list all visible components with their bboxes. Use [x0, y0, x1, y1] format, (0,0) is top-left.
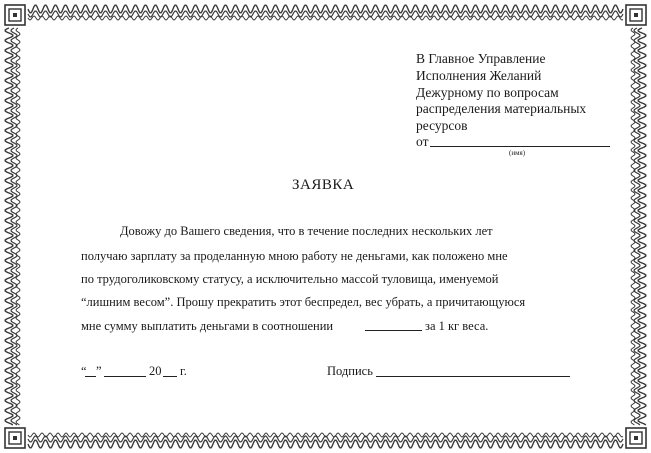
- body-line: “лишним весом”. Прошу прекратить этот беспредел, вес убрать, а причитающуюся: [81, 295, 526, 309]
- from-label: от: [416, 134, 429, 149]
- address-line: Исполнения Желаний: [416, 68, 542, 83]
- ratio-field-line[interactable]: [365, 330, 422, 331]
- border-wave-strand: [631, 28, 635, 425]
- border-wave-strand: [28, 433, 623, 437]
- date-open-quote: “: [81, 364, 87, 378]
- signature-label: Подпись: [327, 364, 373, 378]
- body-line: получаю зарплату за проделанную мною работу не деньгами, как положено мне: [81, 249, 508, 263]
- month-field-line[interactable]: [104, 376, 146, 377]
- address-line: ресурсов: [416, 118, 468, 133]
- address-line: Дежурному по вопросам: [416, 85, 559, 100]
- bottom-right-corner-ornament-icon: [625, 427, 647, 449]
- border-wave-strand: [28, 11, 623, 17]
- border-wave-strand: [28, 16, 623, 20]
- document-title: ЗАЯВКА: [292, 177, 355, 193]
- day-field-line[interactable]: [85, 376, 96, 377]
- body-line: мне сумму выплатить деньгами в соотношении: [81, 319, 334, 333]
- year-field-line[interactable]: [163, 376, 177, 377]
- border-wave-strand: [28, 440, 623, 448]
- bottom-left-corner-ornament-icon: [4, 427, 26, 449]
- name-caption: (имя): [509, 149, 526, 157]
- date-suffix: г.: [180, 364, 187, 378]
- top-left-corner-ornament-icon: [4, 4, 26, 26]
- top-right-corner-ornament-icon: [625, 4, 647, 26]
- date-close-quote: ”: [96, 364, 102, 378]
- date-year-prefix: 20: [149, 364, 162, 378]
- name-field-line[interactable]: [430, 146, 610, 147]
- border-wave-strand: [5, 28, 13, 425]
- body-line-end: за 1 кг веса.: [425, 319, 489, 333]
- address-line: распределения материальных: [416, 101, 587, 116]
- address-line: В Главное Управление: [416, 51, 546, 66]
- signature-field-line[interactable]: [376, 376, 570, 377]
- body-line: по трудоголиковскому статусу, а исключительно массой туловища, именуемой: [81, 272, 499, 286]
- body-line: Довожу до Вашего сведения, что в течение последних нескольких лет: [120, 224, 493, 238]
